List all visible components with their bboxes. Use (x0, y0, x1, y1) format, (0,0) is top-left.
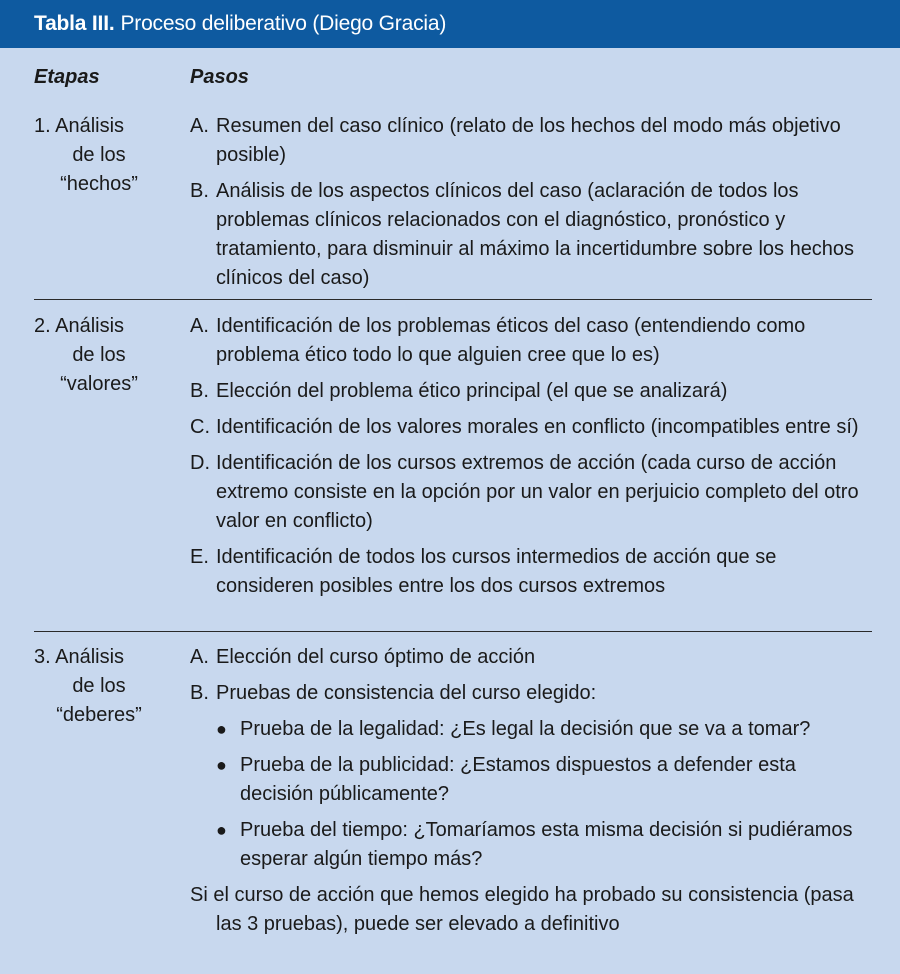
step-text: Identificación de los cursos extremos de acción (cada curso de acción extremo consiste en la opción por un valor en perjuicio completo del otro valor en conflicto) (216, 452, 859, 532)
step-letter: A. (190, 115, 209, 137)
bullet-text: Prueba de la legalidad: ¿Es legal la decisión que se va a tomar? (240, 718, 811, 740)
stage-label (34, 312, 184, 399)
step-item (190, 643, 874, 672)
step-letter: D. (190, 452, 210, 474)
stage-line: de los (72, 344, 126, 366)
steps-list (190, 643, 874, 939)
stage-line: 2. Análisis (34, 315, 125, 337)
step-item (190, 177, 874, 293)
column-header-stages: Etapas (34, 66, 100, 88)
step-letter: A. (190, 315, 209, 337)
bullet-icon: ● (216, 719, 227, 739)
stage-line: “valores” (60, 373, 138, 395)
step-text: Resumen del caso clínico (relato de los hechos del modo más objetivo posible) (216, 115, 841, 166)
step-letter: A. (190, 646, 209, 668)
step-item (190, 449, 874, 536)
stage-line: 1. Análisis (34, 115, 125, 137)
stage-line: de los (72, 675, 126, 697)
step-item (190, 112, 874, 170)
step-text: Elección del problema ético principal (el que se analizará) (216, 380, 728, 402)
step-letter: C. (190, 416, 210, 438)
stage-line: 3. Análisis (34, 646, 125, 668)
bullet-text: Prueba del tiempo: ¿Tomaríamos esta misma decisión si pudiéramos esperar algún tiempo más? (240, 819, 853, 870)
step-letter: B. (190, 682, 209, 704)
bullet-icon: ● (216, 755, 227, 775)
bullet-item (216, 715, 874, 744)
step-item (190, 413, 874, 442)
step-item (190, 377, 874, 406)
steps-list (190, 112, 874, 300)
closing-note: Si el curso de acción que hemos elegido ha probado su consistencia (pasa las 3 pruebas), puede ser elevado a definitivo (190, 884, 854, 935)
table-label: Tabla III. (34, 12, 115, 35)
step-text: Elección del curso óptimo de acción (216, 646, 536, 668)
step-text: Análisis de los aspectos clínicos del caso (aclaración de todos los problemas clínicos relacionados con el diagnóstico, pronóstico y tratamiento, para disminuir al máximo la incertidumbre sobre los hechos clínicos del caso) (216, 180, 855, 289)
step-letter: B. (190, 180, 209, 202)
step-text: Identificación de los valores morales en conflicto (incompatibles entre sí) (216, 416, 859, 438)
stage-line: de los (72, 144, 126, 166)
section-divider (34, 299, 872, 300)
step-letter: E. (190, 546, 209, 568)
table-title: Proceso deliberativo (Diego Gracia) (120, 12, 447, 35)
bullet-item (216, 751, 874, 809)
section-divider (34, 631, 872, 632)
steps-list (190, 312, 874, 608)
step-item (190, 543, 874, 601)
bullet-icon: ● (216, 820, 227, 840)
stage-line: “hechos” (60, 173, 138, 195)
step-item (190, 312, 874, 370)
table-header (0, 0, 900, 48)
bullet-text: Prueba de la publicidad: ¿Estamos dispuestos a defender esta decisión públicamente? (240, 754, 796, 805)
bullet-item (216, 816, 874, 874)
column-header-steps: Pasos (190, 66, 249, 88)
step-item (190, 679, 874, 708)
step-text: Identificación de los problemas éticos del caso (entendiendo como problema ético todo lo que alguien cree que lo es) (216, 315, 806, 366)
stage-label (34, 112, 184, 199)
step-text: Pruebas de consistencia del curso elegido: (216, 682, 597, 704)
stage-line: “deberes” (56, 704, 142, 726)
step-text: Identificación de todos los cursos intermedios de acción que se consideren posibles entre los dos cursos extremos (216, 546, 777, 597)
stage-label (34, 643, 184, 730)
step-letter: B. (190, 380, 209, 402)
